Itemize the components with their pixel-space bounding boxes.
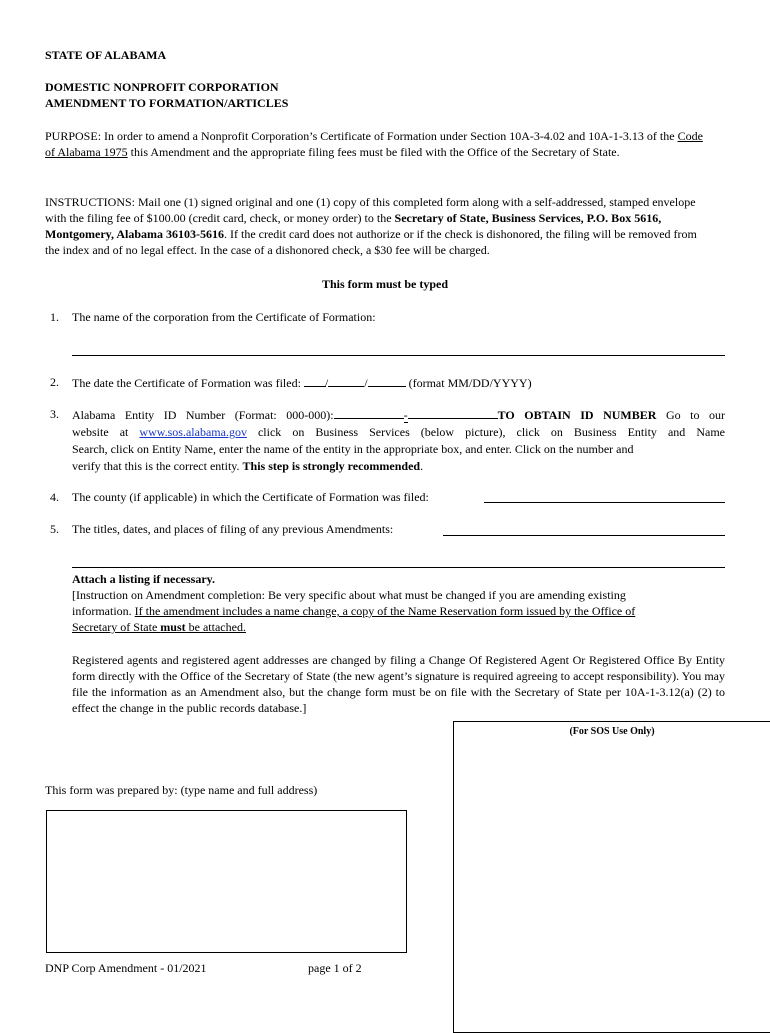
item-4-label: The county (if applicable) in which the Certificate of Formation was filed: bbox=[72, 490, 429, 504]
item-4-number: 4. bbox=[50, 490, 59, 504]
item-2-label: The date the Certificate of Formation was filed: bbox=[72, 376, 304, 390]
entity-id-part2-field[interactable] bbox=[408, 406, 498, 419]
entity-id-dash: - bbox=[403, 408, 408, 422]
strongly-recommended-text: This step is strongly recommended bbox=[242, 459, 421, 473]
date-format-hint: (format MM/DD/YYYY) bbox=[405, 376, 532, 390]
date-slash-1: / bbox=[324, 376, 329, 390]
item-5-label: The titles, dates, and places of filing of any previous Amendments: bbox=[72, 522, 394, 536]
item-3-line-3: Search, click on Entity Name, enter the name of the entity in the appropriate box, and enter. Click on the number and bbox=[72, 442, 634, 456]
previous-amendments-field-2[interactable] bbox=[72, 567, 725, 568]
item-3-block bbox=[72, 406, 725, 475]
filing-date-month-field[interactable] bbox=[304, 374, 326, 387]
verify-text: verify that this is the correct entity. bbox=[72, 459, 243, 473]
item-3-line-2 bbox=[72, 424, 725, 441]
instructions-text-1: INSTRUCTIONS: Mail one (1) signed original and one (1) copy of this completed form along with a self-addressed, stamped envelope with the filing fee of $100.00 (credit card, check, or money order) to the bbox=[45, 195, 696, 225]
attach-line-2 bbox=[72, 603, 725, 619]
go-to-our-text: Go to our bbox=[656, 408, 725, 422]
instructions-paragraph bbox=[45, 194, 713, 258]
attach-line-2-text: information. bbox=[72, 604, 135, 618]
form-title-line1: DOMESTIC NONPROFIT CORPORATION bbox=[45, 80, 279, 94]
name-change-requirement: If the amendment includes a name change, a copy of the Name Reservation form issued by the Office of bbox=[134, 604, 636, 618]
instructions-text-2: . If the credit card does not authorize or if the check is dishonored, the filing will be removed from the index and of no legal effect. In the case of a dishonored check, a $30 fee will be charged. bbox=[45, 227, 697, 257]
entity-id-label: Alabama Entity ID Number (Format: 000-000): bbox=[72, 408, 334, 422]
item-2-row bbox=[72, 374, 532, 392]
attach-line-3-end: be attached. bbox=[185, 620, 246, 634]
item-3-line-4 bbox=[72, 458, 725, 475]
attach-instructions bbox=[72, 571, 725, 635]
attach-line-1: [Instruction on Amendment completion: Be very specific about what must be changed if you are amending existing bbox=[72, 588, 626, 602]
item-2-number: 2. bbox=[50, 375, 59, 389]
website-instructions: click on Business Services (below picture), click on Business Entity and Name bbox=[246, 425, 725, 439]
prepared-by-field[interactable] bbox=[46, 810, 407, 953]
period: . bbox=[420, 459, 424, 473]
mailing-address: Secretary of State, Business Services, P.O. Box 5616, Montgomery, Alabama 36103-5616 bbox=[45, 211, 662, 241]
form-id-footer: DNP Corp Amendment - 01/2021 bbox=[45, 961, 207, 975]
sos-website-link[interactable]: www.sos.alabama.gov bbox=[139, 425, 247, 439]
filing-date-day-field[interactable] bbox=[328, 374, 364, 387]
item-1-label: The name of the corporation from the Certificate of Formation: bbox=[72, 310, 376, 324]
purpose-paragraph bbox=[45, 128, 713, 160]
page-number: page 1 of 2 bbox=[308, 961, 362, 975]
attach-line-3 bbox=[72, 619, 725, 635]
form-title-line2: AMENDMENT TO FORMATION/ARTICLES bbox=[45, 96, 289, 110]
state-heading: STATE OF ALABAMA bbox=[45, 48, 167, 62]
purpose-text-1: PURPOSE: In order to amend a Nonprofit Corporation’s Certificate of Formation under Section 10A-3-4.02 and 10A-1-3.13 of the bbox=[45, 129, 678, 143]
code-of-alabama-reference: Code of Alabama 1975 bbox=[45, 129, 703, 159]
sos-use-only-box bbox=[453, 721, 770, 1033]
prepared-by-label: This form was prepared by: (type name and full address) bbox=[45, 783, 318, 797]
item-3-number: 3. bbox=[50, 407, 59, 421]
date-slash-2: / bbox=[364, 376, 368, 390]
attach-line-3-text: Secretary of State bbox=[72, 620, 161, 634]
must-emphasis: must bbox=[160, 620, 186, 634]
sos-use-only-label: (For SOS Use Only) bbox=[569, 726, 655, 737]
attach-heading: Attach a listing if necessary. bbox=[72, 572, 215, 586]
purpose-text-2: this Amendment and the appropriate filing fees must be filed with the Office of the Secretary of State. bbox=[127, 145, 620, 159]
filing-date-year-field[interactable] bbox=[368, 374, 406, 387]
item-3-line-1 bbox=[72, 406, 725, 424]
county-field[interactable] bbox=[484, 502, 725, 503]
obtain-id-heading: TO OBTAIN ID NUMBER bbox=[497, 408, 657, 422]
corporation-name-field[interactable] bbox=[72, 355, 725, 356]
previous-amendments-field-1[interactable] bbox=[443, 535, 725, 536]
website-prefix: website at bbox=[72, 425, 140, 439]
item-5-number: 5. bbox=[50, 522, 59, 536]
must-be-typed-notice: This form must be typed bbox=[321, 277, 448, 291]
registered-agents-paragraph: Registered agents and registered agent addresses are changed by filing a Change Of Registered Agent Or Registered Office By Entity form directly with the Office of the Secretary of State (the new agent’s signature is required agreeing to accept responsibility). You may file the information as an Amendment also, but the change form must be on file with the Secretary of State per 10A-1-3.12(a) (2) to effect the change in the public records database.] bbox=[72, 653, 725, 715]
entity-id-part1-field[interactable] bbox=[334, 406, 404, 419]
item-1-number: 1. bbox=[50, 310, 59, 324]
